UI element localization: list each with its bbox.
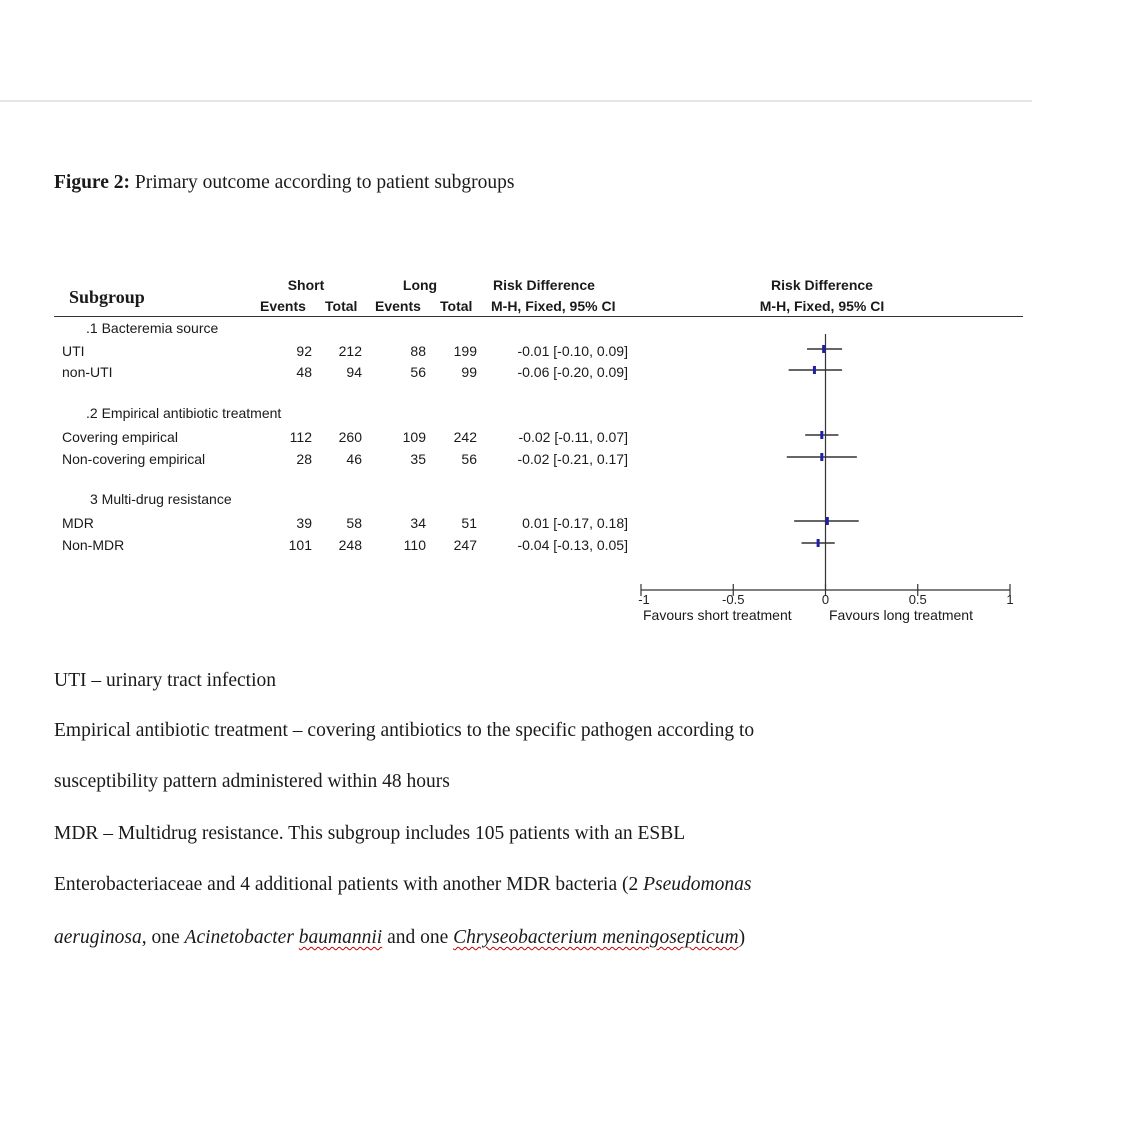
long-total-cell: 199: [453, 343, 477, 359]
short-total-header: Total: [325, 298, 358, 314]
note-mdr-line2: [54, 874, 751, 896]
long-total-cell: 99: [461, 364, 477, 380]
long-total-cell: 56: [461, 451, 477, 467]
long-events-cell: 110: [403, 537, 426, 553]
short-events-cell: 112: [289, 429, 312, 445]
x-tick-label: -0.5: [722, 592, 745, 607]
favours-short-label: Favours short treatment: [643, 607, 792, 623]
long-events-cell: 109: [402, 429, 426, 445]
short-events-cell: 101: [288, 537, 312, 553]
long-events-cell: 56: [410, 364, 426, 380]
group-title: .2 Empirical antibiotic treatment: [86, 405, 282, 421]
short-events-cell: 48: [296, 364, 312, 380]
long-events-header: Events: [375, 298, 421, 314]
rd-table-header-line2: M-H, Fixed, 95% CI: [491, 298, 616, 314]
subgroup-column-header: Subgroup: [69, 287, 145, 307]
long-events-cell: 34: [410, 515, 426, 531]
short-total-cell: 260: [338, 429, 362, 445]
row-label: non-UTI: [62, 364, 113, 380]
short-events-cell: 28: [296, 451, 312, 467]
note-pseudomonas: Pseudomonas: [643, 874, 752, 895]
point-estimate: [826, 517, 829, 525]
long-total-cell: 247: [453, 537, 477, 553]
row-label: Covering empirical: [62, 429, 178, 445]
note-mdr-line2-text: Enterobacteriaceae and 4 additional patients with another MDR bacteria (2: [54, 874, 644, 895]
short-total-cell: 248: [338, 537, 362, 553]
figure-caption-text: Primary outcome according to patient subgroups: [134, 172, 515, 193]
rd-plot-header-line1: Risk Difference: [771, 277, 873, 293]
short-total-cell: 212: [338, 343, 362, 359]
note-text: and one: [382, 927, 454, 948]
ci-cell: -0.04 [-0.13, 0.05]: [517, 537, 628, 553]
row-label: UTI: [62, 343, 85, 359]
x-tick-label: -1: [638, 592, 650, 607]
point-estimate: [817, 539, 820, 547]
point-estimate: [822, 345, 825, 353]
rd-table-header-line1: Risk Difference: [493, 277, 595, 293]
row-label: Non-MDR: [62, 537, 125, 553]
x-tick-label: 0: [821, 592, 830, 607]
short-total-cell: 58: [346, 515, 362, 531]
note-text: , one: [141, 927, 185, 948]
ci-cell: -0.02 [-0.11, 0.07]: [518, 429, 628, 445]
note-acinetobacter: Acinetobacter: [184, 927, 294, 948]
note-aeruginosa: aeruginosa: [54, 927, 142, 948]
note-baumannii: baumannii: [298, 927, 383, 948]
note-mdr-line3: [54, 927, 745, 949]
short-events-cell: 39: [296, 515, 312, 531]
ci-cell: -0.02 [-0.21, 0.17]: [517, 451, 628, 467]
row-label: Non-covering empirical: [62, 451, 206, 467]
long-events-cell: 35: [410, 451, 426, 467]
note-empirical-line1: Empirical antibiotic treatment – covering antibiotics to the specific pathogen according to: [54, 720, 755, 741]
group-title: .1 Bacteremia source: [86, 320, 219, 336]
long-total-cell: 242: [453, 429, 477, 445]
note-uti: UTI – urinary tract infection: [54, 670, 276, 691]
short-total-cell: 94: [346, 364, 362, 380]
ci-cell: -0.06 [-0.20, 0.09]: [517, 364, 628, 380]
x-tick-label: 1: [1006, 592, 1014, 607]
long-total-header: Total: [440, 298, 473, 314]
short-total-cell: 46: [346, 451, 362, 467]
ci-cell: -0.01 [-0.10, 0.09]: [517, 343, 628, 359]
note-mdr-line1: MDR – Multidrug resistance. This subgroup includes 105 patients with an ESBL: [54, 823, 686, 844]
ci-cell: 0.01 [-0.17, 0.18]: [522, 515, 628, 531]
point-estimate: [820, 453, 823, 461]
note-empirical-line2: susceptibility pattern administered within 48 hours: [54, 771, 450, 792]
long-group-header: Long: [402, 277, 438, 293]
long-total-cell: 51: [461, 515, 477, 531]
point-estimate: [813, 366, 816, 374]
figure-caption-label: Figure 2:: [54, 172, 131, 193]
note-chryseobacterium: Chryseobacterium meningosepticum: [453, 927, 739, 948]
row-label: MDR: [62, 515, 94, 531]
note-text: ): [738, 927, 746, 948]
point-estimate: [820, 431, 823, 439]
long-events-cell: 88: [410, 343, 426, 359]
favours-long-label: Favours long treatment: [829, 607, 973, 623]
short-events-header: Events: [260, 298, 306, 314]
short-events-cell: 92: [296, 343, 312, 359]
group-title: 3 Multi-drug resistance: [90, 491, 232, 507]
short-group-header: Short: [287, 277, 325, 293]
rd-plot-header-line2: M-H, Fixed, 95% CI: [759, 298, 885, 314]
x-tick-label: 0.5: [908, 592, 927, 607]
